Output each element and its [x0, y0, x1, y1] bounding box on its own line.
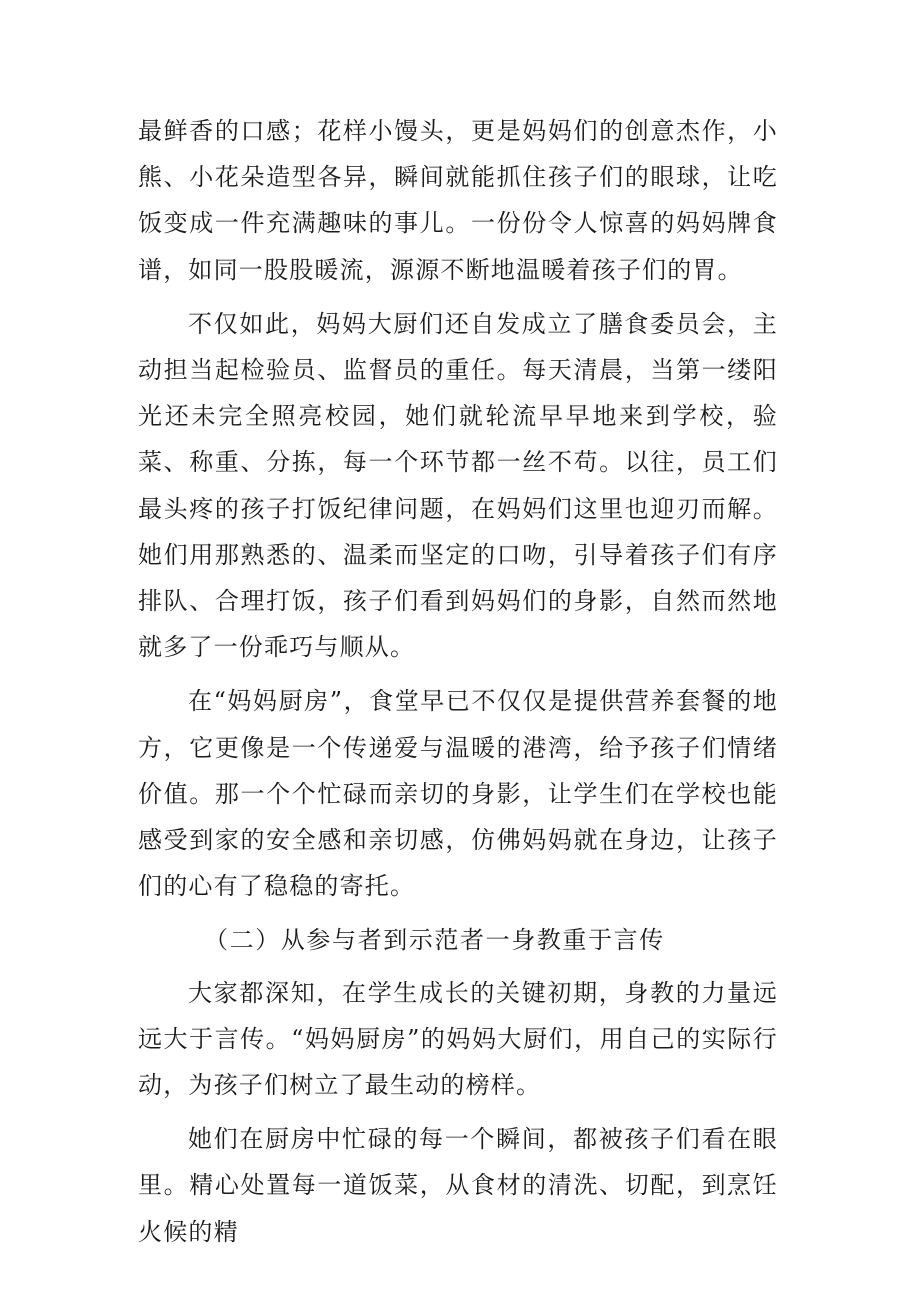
- paragraph-2: 不仅如此，妈妈大厨们还自发成立了膳食委员会，主动担当起检验员、监督员的重任。每天清晨，当第一缕阳光还未完全照亮校园，她们就轮流早早地来到学校，验菜、称重、分拣，每一个环节都一丝不苟。以往，员工们最头疼的孩子打饭纪律问题，在妈妈们这里也迎刃而解。她们用那熟悉的、温柔而坚定的口吻，引导着孩子们有序排队、合理打饭，孩子们看到妈妈们的身影，自然而然地就多了一份乖巧与顺从。: [138, 309, 778, 662]
- paragraph-1: 最鲜香的口感；花样小馒头，更是妈妈们的创意杰作，小熊、小花朵造型各异，瞬间就能抓住孩子们的眼球，让吃饭变成一件充满趣味的事儿。一份份令人惊喜的妈妈牌食谱，如同一股股暖流，源源不断地温暖着孩子们的胃。: [138, 117, 778, 284]
- paragraph-3: 在“妈妈厨房”，食堂早已不仅仅是提供营养套餐的地方，它更像是一个传递爱与温暖的港湾，给予孩子们情绪价值。那一个个忙碌而亲切的身影，让学生们在学校也能感受到家的安全感和亲切感，仿佛妈妈就在身边，让孩子们的心有了稳稳的寄托。: [138, 687, 778, 901]
- section-subheading: （二）从参与者到示范者一身教重于言传: [204, 926, 665, 955]
- document-body: [138, 108, 778, 1263]
- paragraph-5: 她们在厨房中忙碌的每一个瞬间，都被孩子们看在眼里。精心处置每一道饭菜，从食材的清洗、切配，到烹饪火候的精: [138, 1125, 778, 1246]
- paragraph-4: 大家都深知，在学生成长的关键初期，身教的力量远远大于言传。“妈妈厨房”的妈妈大厨们，用自己的实际行动，为孩子们树立了最生动的榜样。: [138, 978, 778, 1100]
